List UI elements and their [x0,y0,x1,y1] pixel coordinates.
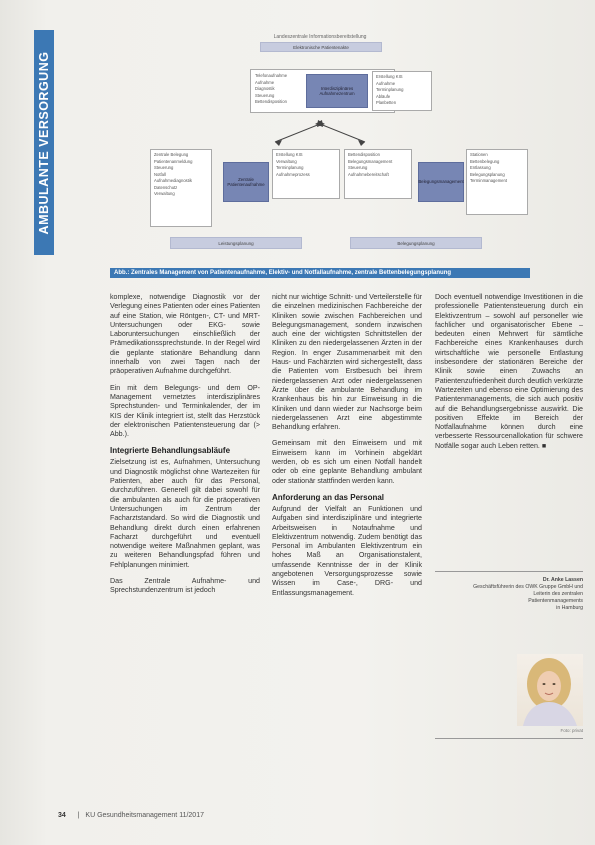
list-item: Zentrale Belegung [154,152,189,157]
paragraph: Doch eventuell notwendige Investitionen in die professionelle Patientensteuerung durch ein Elektivzentrum – sowohl auf personeller wie fachlicher und organisatorischer Ebene – bedeuten einen Mehrwert für sämtliche Fachbereiche eines Krankenhauses durch wirtschaftliche wie personelle Entlastung insbesondere der stationären Bereiche der Klinik sowie einen Zuwachs an Patientenzufriedenheit durch deutlich verkürzte Wartezeiten und ebenso eine Optimierung des Patientenmanagements, die sich auch positiv auf die Behandlungsergebnisse auswirkt. Die positiven Effekte im Bereich der Notfallaufnahme können durch eine verbesserte Ressourcenallokation für schwere Notfälle sogar auch Leben retten. ■ [435,293,583,450]
list-item: Aufnahme [376,80,396,86]
diagram-center-node: Interdisziplinäres Aufnahmezentrum [306,74,368,108]
paragraph: komplexe, notwendige Diagnostik vor der Verlegung eines Patienten oder eines Patienten auf eine Station, wie Röntgen-, CT- und MRT-Untersuchungen oder EKG- sowie Laboruntersuchungen einschließlich der Prämedikationssprechstunde. In der Regel wird die geplante stationäre Behandlung dann innerhalb von zwei Tagen nach der präoperativen Aufnahme durchgeführt. [110,293,260,376]
author-line: in Hamburg [556,605,583,611]
diagram-bottom-left-bar: Leistungsplanung [170,237,302,249]
paragraph: Das Zentrale Aufnahme- und Sprechstundenzentrum ist jedoch [110,577,260,595]
list-item: Telefonaufnahme [255,73,288,78]
list-item: Aufnahme [255,79,275,85]
list-item: Abläufe [376,93,391,99]
section-sidebar [34,30,54,255]
author-line: Leiterin des zentralen [533,591,583,597]
section-heading: Anforderung an das Personal [272,492,385,502]
text-column-1 [110,293,260,603]
list-item: Aufnahmediagnostik [154,178,192,183]
text-column-2 [272,293,422,605]
list-item: Terminmanagement [470,178,508,183]
list-item: Erstellung KIS [376,74,403,79]
author-photo [517,654,583,726]
list-item: Bettenbelegung [470,158,500,164]
diagram-right-list [466,149,528,215]
list-item: Steuerung [154,165,174,170]
process-diagram [110,34,530,276]
list-item: Diagnostik [255,86,275,91]
diagram-mid-left-list [272,149,340,199]
author-divider [435,571,583,572]
paragraph: Gemeinsam mit den Einweisern und mit Einweisern kann im Vorhinein abgeklärt werden, ob es sich um einen Notfall handelt oder ob eine geplante Behandlung ambulant oder stationär stattfinden werden kann. [272,439,422,485]
list-item: Patientenanmeldung [154,158,193,164]
diagram-bottom-right-bar: Belegungsplanung [350,237,482,249]
diagram-header-bar: Elektronische Patientenakte [260,42,382,52]
list-item: Verwaltung [276,158,297,164]
list-item: Terminplanung [376,87,404,92]
list-item: Bettendisposition [348,152,380,157]
list-item: Datenschutz [154,184,178,190]
list-item: Belegungsmanagement [348,158,393,164]
column-end-rule [435,738,583,739]
diagram-mid-right-list [344,149,412,199]
author-box [435,577,583,612]
author-line: Patientenmanagements [528,598,583,604]
paragraph: nicht nur wichtige Schnitt- und Verteilerstelle für die einzelnen medizinischen Fachbereiche der Kliniken sowie zwischen Fachbereichen und Belegungsmanagement, sondern inzwischen auch eine der wichtigsten Schnittstellen der Kliniken zu den niedergelassenen Ärzten in der Region. In enger Zusammenarbeit mit den Haus- und Fachärzten wird sichergestellt, dass die Patienten vom Erstbesuch bei ihrem niedergelassenen Arzt oder niedergelassenen Ärzte über die ambulante Behandlung im Krankenhaus bis hin zur Einweisung in die Kliniken und dann wieder zur Nachsorge beim niedergelassenen Arzt eine abgestimmte Behandlung erfahren. [272,293,422,432]
list-item: Entlassung [470,165,491,170]
text-column-3 [435,293,583,458]
author-name: Dr. Anke Lassen [542,577,583,583]
list-item: Steuerung [348,165,368,170]
diagram-left-list [150,149,212,227]
list-item: Bettendisposition [255,99,287,104]
section-heading: Integrierte Behandlungsabläufe [110,446,231,456]
portrait-image [517,654,583,726]
list-item: Planbetten [376,100,397,105]
list-item: Terminplanung [276,165,304,170]
list-item: Aufnahmebereitschaft [348,171,389,177]
list-item: Steuerung [255,92,275,98]
footer-divider: | [77,812,84,819]
page-number: 34 [58,812,66,819]
list-item: Verwaltung [154,191,175,196]
section-label: AMBULANTE VERSORGUNG [37,51,51,234]
journal-name: KU Gesundheitsmanagement 11/2017 [85,812,204,819]
paragraph: Aufgrund der Vielfalt an Funktionen und Aufgaben sind interdisziplinäre und integrierte Arbeitsweisen in Notaufnahme und Elektivzentrum notwendig. Zudem benötigt das Personal im Ambulanten Elektivzentrum ein hohes Maß an Organisationstalent, umfassende Kenntnisse der in der Klinik angebotenen Versorgungsprozesse sowie Wissen im Case-, DRG- und Entlassungsmanagement. [272,504,422,597]
diagram-left-node: Zentrale Patientenaufnahme [223,162,269,202]
figure-caption: Abb.: Zentrales Management von Patientenaufnahme, Elektiv- und Notfallaufnahme, zentrale Bettenbelegungsplanung [110,268,530,278]
diagram-top-label: Landeszentrale Informationsbereitstellung [273,34,367,40]
list-item: Belegungsplanung [470,171,505,177]
list-item: Erstellung KIS [276,152,303,157]
paragraph: Ein mit dem Belegungs- und dem OP-Management vernetztes interdisziplinäres Sprechstunden- und Terminkalender, der im KIS der Klinik integriert ist, stellt das Herzstück der elektronischen Patientensteuerung dar (> Abb.). [110,383,260,439]
list-item: Notfall [154,171,166,177]
photo-credit: Foto: privat [560,728,583,733]
author-line: Geschäftsführerin des OWK Gruppe GmbH und [473,584,583,590]
list-item: Stationen [470,152,488,157]
page-footer [58,812,204,819]
diagram-right-node: Belegungsmanagement [418,162,464,202]
paragraph: Zielsetzung ist es, Aufnahmen, Untersuchung und Diagnostik möglichst ohne Wartezeiten für Patienten, aber auch für das Personal, durchzuführen. Generell gilt dabei sowohl für die ambulanten als auch für die präoperativen Untersuchungen im Zentrum der Facharztstandard. So wird die Diagnostik und Behandlung direkt durch einen erfahrenen Facharzt durchgeführt und eventuell notwendige weitere Maßnahmen geplant, was zu weiteren Behandlungspfad führen und Fehlplanungen minimiert. [110,458,260,569]
list-item: Aufnahmeprozess [276,171,310,177]
